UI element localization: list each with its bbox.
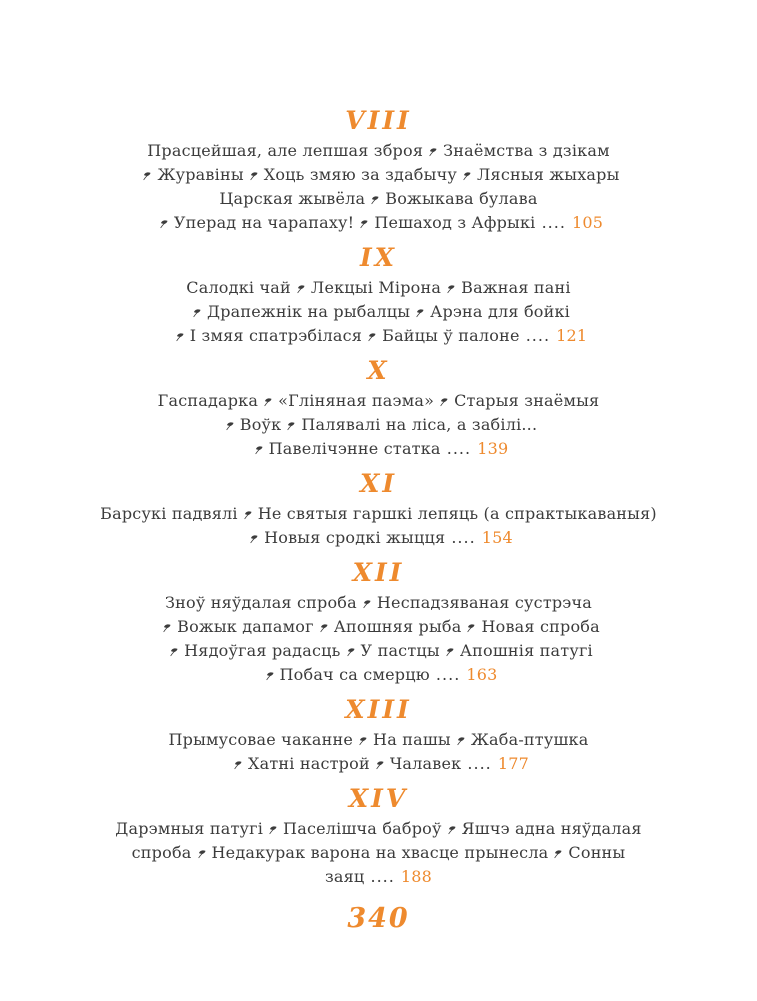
toc-text: Нядоўгая радасць <box>184 641 341 660</box>
leaf-ornament-icon <box>456 736 466 746</box>
toc-text: Яшчэ адна няўдалая <box>461 819 642 838</box>
toc-line <box>0 276 757 300</box>
toc-text: Апошнія патугі <box>459 641 593 660</box>
toc-text: Царская жывёла <box>219 189 366 208</box>
toc-line <box>0 324 757 348</box>
leaf-ornament-icon <box>367 332 377 342</box>
toc-line <box>0 211 757 235</box>
toc-text: Пешаход з Афрыкі <box>374 213 536 232</box>
toc-line <box>0 663 757 687</box>
leaf-ornament-icon <box>446 284 456 294</box>
toc-line <box>0 139 757 163</box>
leaf-ornament-icon <box>286 421 296 431</box>
toc-text: «Гліняная паэма» <box>278 391 435 410</box>
toc-text: Павелічэнне статка <box>268 439 441 458</box>
toc-text: Вожык дапамог <box>177 617 314 636</box>
chapter-page-number: 177 <box>497 754 529 773</box>
toc-section <box>0 786 757 889</box>
toc-text: Дарэмныя патугі <box>115 819 264 838</box>
toc-line <box>0 591 757 615</box>
chapter-lines <box>0 817 757 889</box>
toc-text: На пашы <box>373 730 451 749</box>
toc-text: Лясныя жыхары <box>476 165 620 184</box>
leaf-ornament-icon <box>375 760 385 770</box>
leaf-ornament-icon <box>254 445 264 455</box>
chapter-lines <box>0 139 757 235</box>
toc-line <box>0 639 757 663</box>
toc-text: Недакурак варона на хвасце прынесла <box>211 843 549 862</box>
toc-text: Байцы ў палоне <box>382 326 520 345</box>
toc-text: Прасцейшая, але лепшая зброя <box>147 141 424 160</box>
leaf-ornament-icon <box>296 284 306 294</box>
leaf-ornament-icon <box>268 825 278 835</box>
toc-line <box>0 437 757 461</box>
toc-section <box>0 108 757 235</box>
leaf-ornament-icon <box>362 599 372 609</box>
toc-text: Прымусовае чаканне <box>168 730 354 749</box>
toc-text: Палявалі на ліса, а забілі... <box>301 415 538 434</box>
chapter-page-number: 188 <box>400 867 433 886</box>
toc-line <box>0 865 757 889</box>
toc-text: Чалавек <box>389 754 462 773</box>
leaf-ornament-icon <box>263 397 273 407</box>
leaf-ornament-icon <box>243 510 253 520</box>
toc-text: Вожыкава булава <box>385 189 538 208</box>
toc-text: Апошняя рыба <box>333 617 462 636</box>
toc-line <box>0 615 757 639</box>
leader-dots: .... <box>535 213 573 232</box>
leaf-ornament-icon <box>159 219 169 229</box>
toc-line <box>0 817 757 841</box>
leaf-ornament-icon <box>197 849 207 859</box>
toc-line <box>0 163 757 187</box>
leader-dots: .... <box>461 754 498 773</box>
chapter-numeral: XIV <box>348 784 409 813</box>
chapter-lines <box>0 276 757 348</box>
chapter-numeral: XIII <box>345 695 412 724</box>
toc-line <box>0 752 757 776</box>
toc-text: Побач са смерцю <box>279 665 430 684</box>
chapter-numeral: IX <box>359 243 398 272</box>
book-page-number: 340 <box>347 903 410 934</box>
toc-text: У пастцы <box>360 641 440 660</box>
toc-text: Неспадзяваная сустрэча <box>376 593 592 612</box>
toc-section <box>0 697 757 776</box>
leaf-ornament-icon <box>319 623 329 633</box>
leaf-ornament-icon <box>359 219 369 229</box>
toc-line <box>0 389 757 413</box>
toc-text: Паселішча баброў <box>283 819 442 838</box>
toc-sections <box>0 108 757 889</box>
chapter-page-number: 121 <box>556 326 588 345</box>
chapter-numeral: X <box>367 356 390 385</box>
leaf-ornament-icon <box>225 421 235 431</box>
toc-line <box>0 502 757 526</box>
leaf-ornament-icon <box>428 147 438 157</box>
leaf-ornament-icon <box>445 647 455 657</box>
leaf-ornament-icon <box>346 647 356 657</box>
toc-text: Гаспадарка <box>157 391 259 410</box>
toc-text: Хоць змяю за здабычу <box>263 165 457 184</box>
toc-line <box>0 526 757 550</box>
leaf-ornament-icon <box>447 825 457 835</box>
leader-dots: .... <box>445 528 482 547</box>
toc-text: Важная пані <box>461 278 571 297</box>
toc-text: Журавіны <box>157 165 244 184</box>
toc-text: Салодкі чай <box>186 278 291 297</box>
toc-text: Воўк <box>239 415 282 434</box>
toc-line <box>0 300 757 324</box>
toc-text: Сонны <box>568 843 626 862</box>
leaf-ornament-icon <box>142 171 152 181</box>
leaf-ornament-icon <box>439 397 449 407</box>
toc-text: Знаёмства з дзікам <box>443 141 610 160</box>
leader-dots: .... <box>429 665 467 684</box>
chapter-numeral: XI <box>359 469 398 498</box>
toc-text: Новая спроба <box>481 617 600 636</box>
toc-line <box>0 187 757 211</box>
toc-text: заяц <box>324 867 365 886</box>
leaf-ornament-icon <box>169 647 179 657</box>
leaf-ornament-icon <box>233 760 243 770</box>
chapter-page-number: 154 <box>481 528 513 547</box>
leader-dots: .... <box>519 326 557 345</box>
toc-section <box>0 358 757 461</box>
chapter-page-number: 139 <box>477 439 509 458</box>
leaf-ornament-icon <box>265 671 275 681</box>
toc-text: Драпежнік на рыбалцы <box>207 302 411 321</box>
toc-text: Уперад на чарапаху! <box>173 213 355 232</box>
leaf-ornament-icon <box>415 308 425 318</box>
leaf-ornament-icon <box>249 534 259 544</box>
chapter-lines <box>0 591 757 687</box>
chapter-numeral: XII <box>352 558 405 587</box>
chapter-lines <box>0 389 757 461</box>
leaf-ornament-icon <box>462 171 472 181</box>
leaf-ornament-icon <box>358 736 368 746</box>
leaf-ornament-icon <box>162 623 172 633</box>
toc-section <box>0 560 757 687</box>
toc-section <box>0 245 757 348</box>
toc-section <box>0 471 757 550</box>
toc-text: Новыя сродкі жыцця <box>264 528 446 547</box>
leaf-ornament-icon <box>192 308 202 318</box>
toc-text: Лекцыі Мірона <box>310 278 442 297</box>
leaf-ornament-icon <box>370 195 380 205</box>
toc-text: Барсукі падвялі <box>100 504 238 523</box>
chapter-page-number: 163 <box>466 665 498 684</box>
leaf-ornament-icon <box>175 332 185 342</box>
toc-text: Зноў няўдалая спроба <box>165 593 357 612</box>
toc-text: Арэна для бойкі <box>430 302 570 321</box>
toc-text: спроба <box>131 843 192 862</box>
toc-text: Не святыя гаршкі лепяць (а спрактыкаваныя) <box>257 504 657 523</box>
toc-line <box>0 728 757 752</box>
toc-text: Старыя знаёмыя <box>454 391 600 410</box>
toc-line <box>0 841 757 865</box>
toc-line <box>0 413 757 437</box>
leader-dots: .... <box>440 439 478 458</box>
chapter-numeral: VIII <box>345 106 412 135</box>
chapter-lines <box>0 502 757 550</box>
leaf-ornament-icon <box>466 623 476 633</box>
chapter-lines <box>0 728 757 776</box>
chapter-page-number: 105 <box>572 213 604 232</box>
toc-text: Жаба-птушка <box>470 730 589 749</box>
leaf-ornament-icon <box>249 171 259 181</box>
leaf-ornament-icon <box>553 849 563 859</box>
leader-dots: .... <box>364 867 401 886</box>
toc-text: І змяя спатрэбілася <box>189 326 363 345</box>
toc-text: Хатні настрой <box>248 754 370 773</box>
